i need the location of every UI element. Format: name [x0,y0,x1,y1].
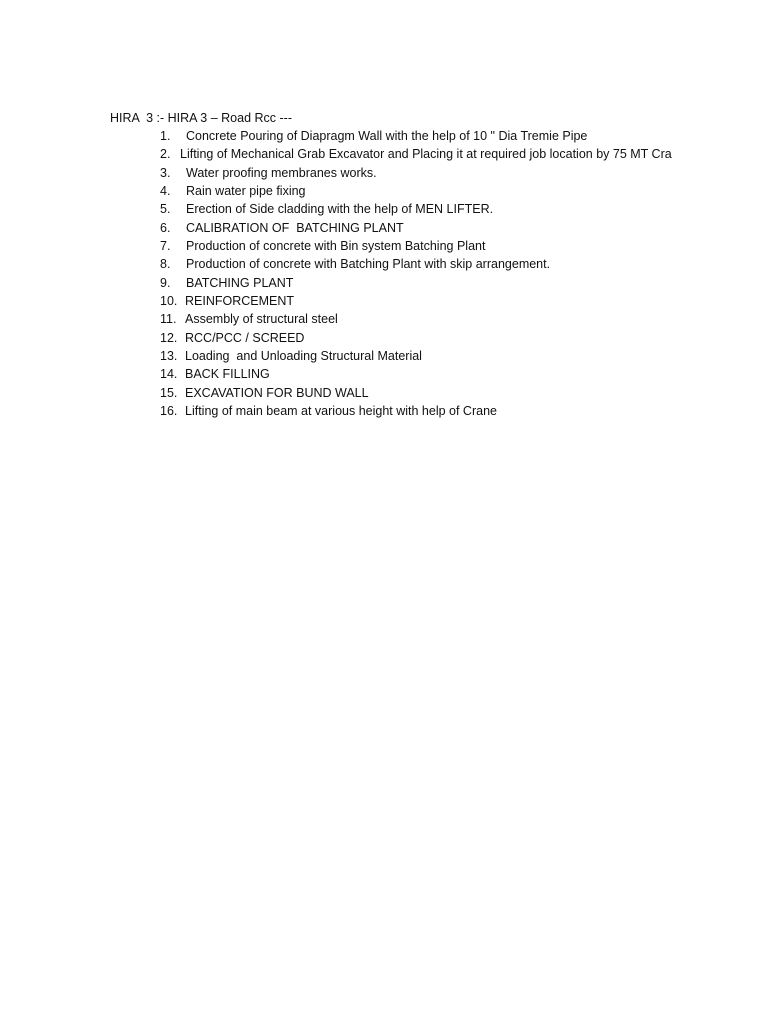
list-item-number: 14. [160,367,178,382]
list-item [160,127,760,145]
list-item-number: 16. [160,404,178,419]
list-item-number: 15. [160,385,178,400]
list-item-number: 8. [160,257,171,272]
list-item-text: Water proofing membranes works. [186,165,377,180]
hazard-activity-list [160,127,760,421]
list-item-number: 5. [160,202,171,217]
list-item-number: 7. [160,239,171,254]
list-item-number: 9. [160,275,171,290]
list-item-text: Erection of Side cladding with the help of MEN LIFTER. [186,202,494,217]
list-item [160,365,760,383]
list-item-text: Lifting of main beam at various height with help of Crane [185,404,497,419]
document-heading: HIRA 3 :- HIRA 3 – Road Rcc --- [110,111,292,125]
list-item-number: 1. [160,129,171,143]
list-item-number: 6. [160,220,171,235]
list-item [160,182,760,200]
list-item [160,402,760,420]
list-item-text: Loading and Unloading Structural Material [185,349,422,364]
list-item-number: 10. [160,294,178,309]
list-item [160,219,760,237]
list-item-number: 3. [160,165,171,180]
list-item-text: Production of concrete with Batching Plant with skip arrangement. [186,257,551,272]
list-item [160,384,760,402]
list-item-number: 11. [160,312,177,327]
list-item-number: 2. [160,147,171,162]
list-item-text: BACK FILLING [185,367,270,382]
list-item-text: Assembly of structural steel [185,312,338,327]
list-item-text: EXCAVATION FOR BUND WALL [185,385,369,400]
list-item [160,292,760,310]
list-item [160,237,760,255]
list-item-text: Rain water pipe fixing [186,184,306,199]
list-item-text: CALIBRATION OF BATCHING PLANT [186,220,404,235]
list-item-number: 12. [160,330,178,345]
list-item-number: 4. [160,184,171,199]
list-item [160,274,760,292]
list-item-text: REINFORCEMENT [185,294,295,309]
list-item-text: BATCHING PLANT [186,275,294,290]
list-item [160,255,760,273]
list-item [160,329,760,347]
list-item-text: RCC/PCC / SCREED [185,330,305,345]
list-item-text: Concrete Pouring of Diapragm Wall with the help of 10 " Dia Tremie Pipe [186,129,588,143]
list-item [160,310,760,328]
list-item [160,347,760,365]
list-item-text: Production of concrete with Bin system Batching Plant [186,239,486,254]
list-item [160,200,760,218]
list-item-number: 13. [160,349,178,364]
list-item [160,164,760,182]
list-item [160,145,760,163]
list-item-text: Lifting of Mechanical Grab Excavator and Placing it at required job location by 75 MT Cra [180,147,672,162]
